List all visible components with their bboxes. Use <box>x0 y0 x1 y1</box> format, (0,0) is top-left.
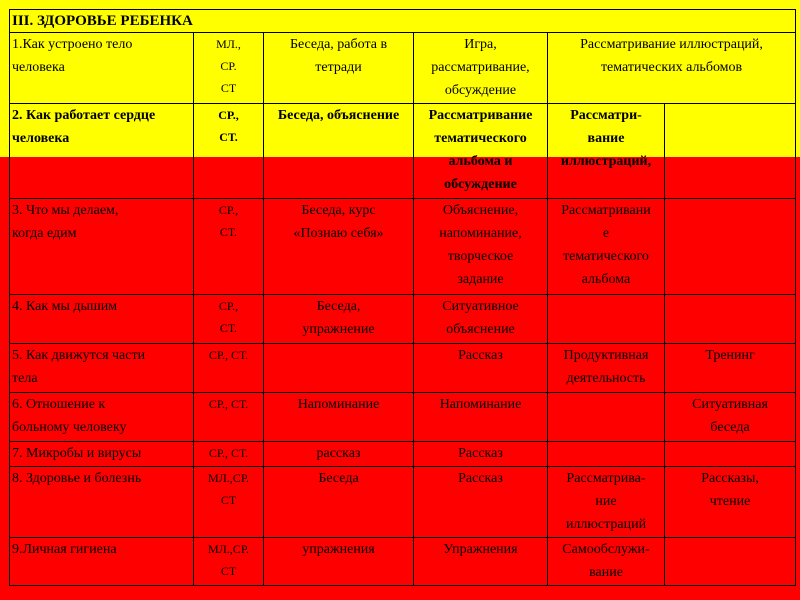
topic-cell: 7. Микробы и вирусы <box>12 446 142 461</box>
table-row <box>10 442 796 467</box>
activity-cell: Рассматривани е тематического альбома <box>561 203 651 287</box>
activity-cell: Упражнения <box>443 542 518 557</box>
activity-cell: Рассказ <box>458 348 503 363</box>
activity-cell: Рассматривание тематического альбома и обсуждение <box>428 108 533 192</box>
activity-cell: Ситуативная беседа <box>692 397 768 435</box>
topic-cell: 1.Как устроено тело человека <box>12 37 133 75</box>
activity-cell: Игра, рассматривание, обсуждение <box>431 37 530 98</box>
topic-cell: 8. Здоровье и болезнь <box>12 471 142 486</box>
section-title-row <box>10 10 796 33</box>
activity-cell: Самообслужи- вание <box>562 542 650 580</box>
activity-cell: Рассматрива- ние иллюстраций <box>565 471 647 532</box>
activity-cell: упражнения <box>302 542 375 557</box>
activity-cell: Беседа, курс «Познаю себя» <box>293 203 384 241</box>
table-row <box>10 104 796 199</box>
age-group-cell: СР., СТ. <box>208 397 249 411</box>
activity-cell: Рассказ <box>458 471 503 486</box>
table-row <box>10 295 796 344</box>
activity-cell: Беседа, объяснение <box>277 108 400 123</box>
age-group-cell: МЛ.,СР. СТ <box>208 471 249 507</box>
activity-cell: Беседа <box>318 471 359 486</box>
activity-cell: Объяснение, напоминание, творческое задание <box>439 203 522 287</box>
table-row <box>10 33 796 104</box>
topic-cell: 4. Как мы дышим <box>12 299 118 314</box>
activity-cell: Напоминание <box>297 397 380 412</box>
age-group-cell: СР., СТ. <box>218 299 239 335</box>
activity-cell: Напоминание <box>439 397 522 412</box>
topic-cell: 2. Как работает сердце человека <box>12 108 156 146</box>
age-group-cell: СР., СТ. <box>208 446 249 460</box>
topic-cell: 9.Личная гигиена <box>12 542 117 557</box>
activity-cell: рассказ <box>316 446 361 461</box>
activity-cell: Тренинг <box>705 348 755 363</box>
activity-cell: Беседа, упражнение <box>302 299 375 337</box>
activity-cell: Беседа, работа в тетради <box>289 37 388 75</box>
topic-cell: 5. Как движутся части тела <box>12 348 146 386</box>
age-group-cell: СР., СТ. <box>218 203 239 239</box>
table-row <box>10 344 796 393</box>
topic-cell: 6. Отношение к больному человеку <box>12 397 127 435</box>
activity-cell: Рассказы, чтение <box>701 471 759 509</box>
activity-cell: Рассматри- вание иллюстраций, <box>560 108 652 169</box>
activity-cell: Рассматривание иллюстраций, тематических альбомов <box>580 37 763 75</box>
section-title: III. ЗДОРОВЬЕ РЕБЕНКА <box>10 10 796 33</box>
table-row <box>10 199 796 295</box>
age-group-cell: МЛ., СР. СТ <box>216 37 241 95</box>
topic-cell: 3. Что мы делаем, когда едим <box>12 203 119 241</box>
table-row <box>10 393 796 442</box>
age-group-cell: СР., СТ. <box>208 348 249 362</box>
age-group-cell: МЛ.,СР. СТ <box>208 542 249 578</box>
activity-cell: Рассказ <box>458 446 503 461</box>
activity-cell: Продуктивная деятельность <box>563 348 649 386</box>
table-row <box>10 467 796 538</box>
table-row <box>10 538 796 586</box>
activity-cell: Ситуативное объяснение <box>442 299 519 337</box>
health-topics-table <box>9 9 796 586</box>
age-group-cell: СР., СТ. <box>218 108 239 144</box>
